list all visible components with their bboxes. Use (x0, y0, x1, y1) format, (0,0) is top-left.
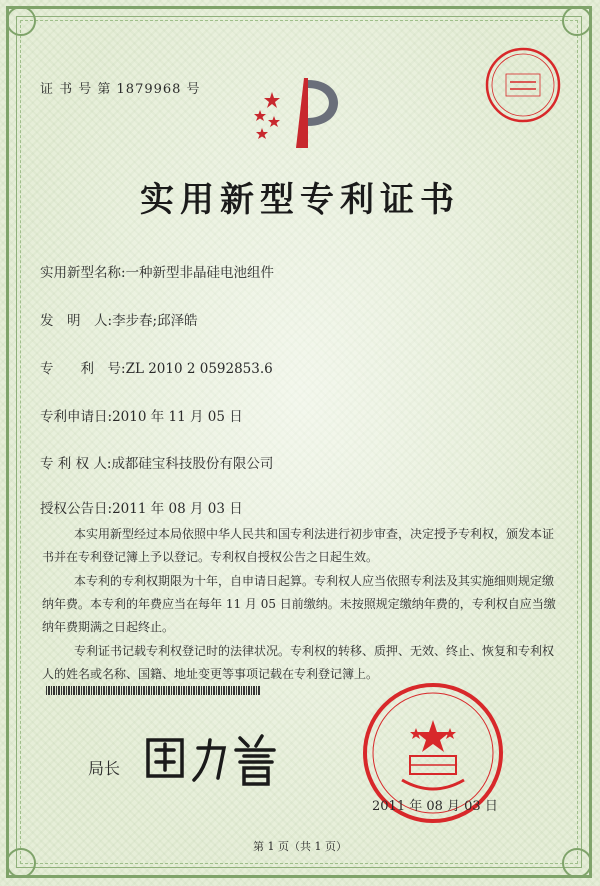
field-inventor (40, 309, 198, 329)
field-label: 专利申请日: (40, 409, 113, 425)
field-value: 2010 年 11 月 05 日 (112, 409, 243, 425)
field-label: 发 明 人: (40, 313, 113, 329)
field-application-date (40, 405, 243, 425)
field-grant-date (40, 497, 243, 517)
director-label: 局长 (88, 759, 121, 778)
registration-seal-small (484, 46, 562, 124)
field-value: 2011 年 08 月 03 日 (112, 501, 243, 517)
barcode (46, 686, 260, 695)
field-value: 一种新型非晶硅电池组件 (125, 265, 275, 281)
field-utility-model-name (40, 261, 274, 281)
corner-ornament-tl (6, 6, 36, 36)
field-label: 授权公告日: (40, 501, 113, 517)
certificate-title: 实用新型专利证书 (140, 180, 460, 220)
seal-date: 2011 年 08 月 03 日 (372, 799, 498, 814)
field-patentee (40, 452, 273, 472)
director-signature (140, 726, 290, 790)
page-footer: 第 1 页（共 1 页） (253, 840, 347, 853)
corner-ornament-tr (562, 6, 592, 36)
field-patent-number (40, 357, 273, 377)
paragraph-term: 本专利的专利权期限为十年，自申请日起算。专利权人应当依照专利法及其实施细则规定缴纳年费。本专利的年费应当在每年 11 月 05 日前缴纳。未按照规定缴纳年费的，专利权自应当缴纳年费期满之日起终止。 (42, 574, 556, 634)
field-label: 专 利 号: (40, 361, 126, 377)
paragraph-grant: 本实用新型经过本局依照中华人民共和国专利法进行初步审查，决定授予专利权，颁发本证书并在专利登记簿上予以登记。专利权自授权公告之日起生效。 (42, 527, 555, 564)
field-label: 实用新型名称: (40, 265, 126, 281)
field-label: 专 利 权 人: (40, 456, 112, 472)
field-value: 成都硅宝科技股份有限公司 (111, 456, 274, 472)
field-value: 李步春;邱泽皓 (112, 313, 198, 329)
paragraph-record: 专利证书记载专利权登记时的法律状况。专利权的转移、质押、无效、终止、恢复和专利权人的姓名或名称、国籍、地址变更等事项记载在专利登记簿上。 (42, 644, 555, 681)
patent-office-logo (250, 72, 360, 152)
field-value: ZL 2010 2 0592853.6 (125, 361, 273, 377)
certificate-number: 证 书 号 第 1879968 号 (40, 82, 201, 97)
